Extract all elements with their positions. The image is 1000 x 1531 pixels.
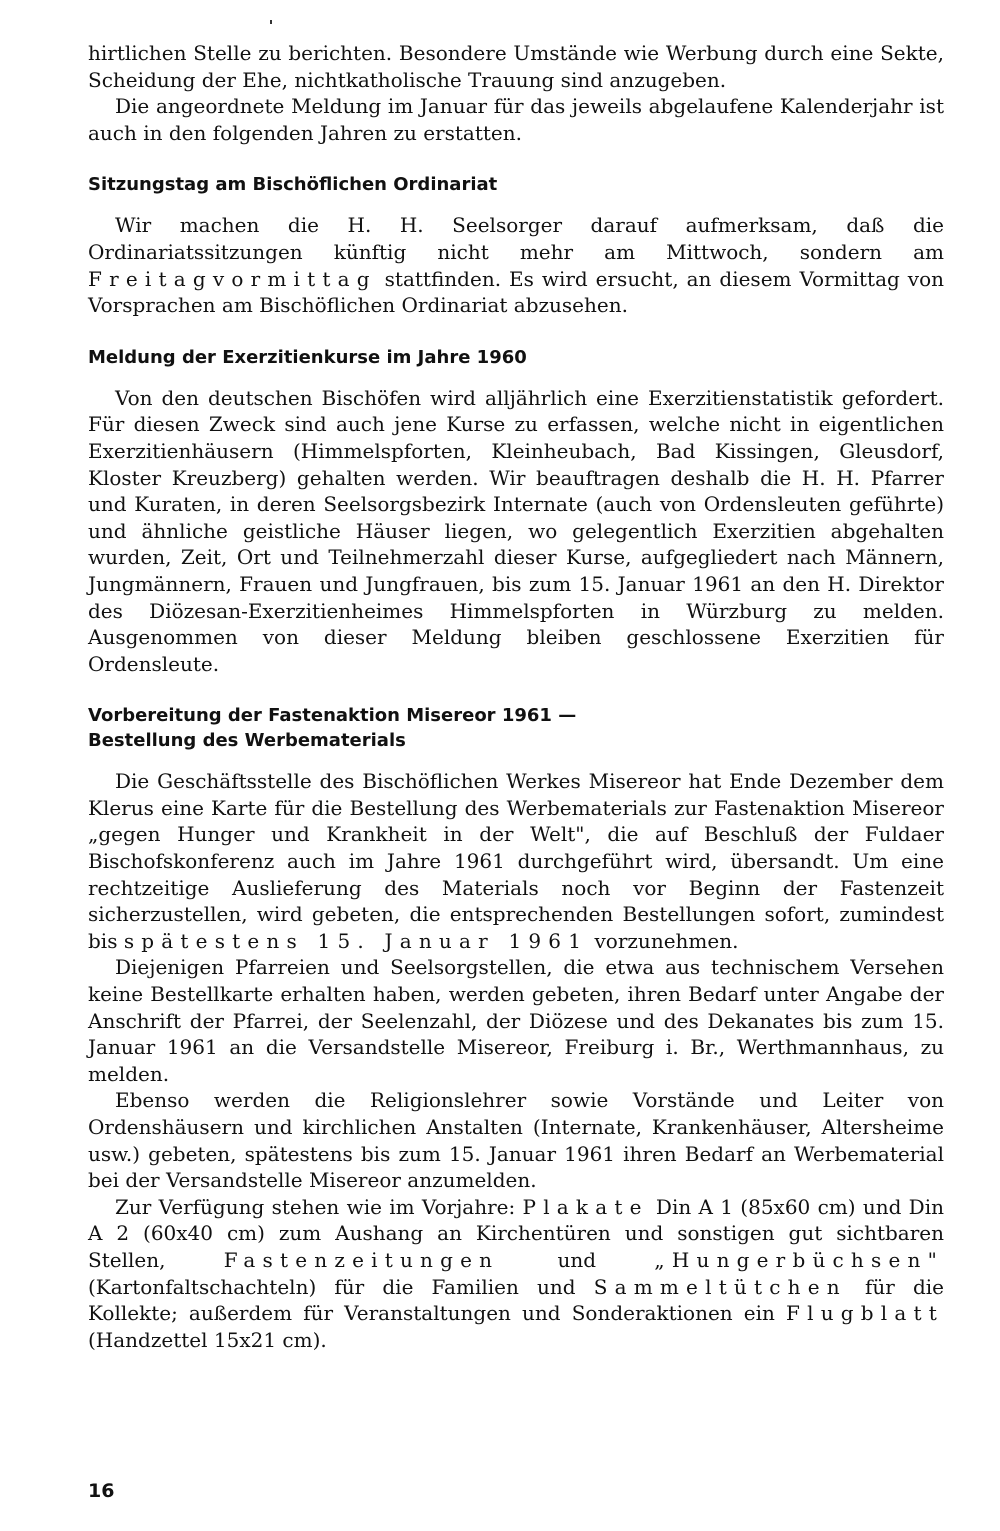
exerzitien-paragraph: Von den deutschen Bischöfen wird alljährlich eine Exerzitienstatistik gefordert. Für diesen Zweck sind auch jene Kurse zu erfassen, welche nicht in eigentlichen Exerzitienhäusern (Himmelspforten, Kleinheubach, Bad Kissingen, Gleusdorf, Kloster Kreuzberg) gehalten werden. Wir beauftragen deshalb die H. H. Pfarrer und Kuraten, in deren Seelsorgsbezirk Internate (auch von Ordensleuten geführte) und ähnliche geistliche Häuser liegen, wo gelegentlich Exerzitien abgehalten wurden, Zeit, Ort und Teilnehmerzahl dieser Kurse, aufgegliedert nach Männern, Jungmännern, Frauen und Jungfrauen, bis zum 15. Januar 1961 an den H. Direktor des Diözesan-Exerzitienheimes Himmelspforten in Würzburg zu melden. Ausgenommen von dieser Meldung bleiben geschlossene Exerzitien für Ordensleute. (88, 385, 944, 676)
page-number: 16 (88, 1480, 115, 1502)
misereor-p1-text-b: vorzunehmen. (588, 928, 739, 953)
document-page (88, 40, 944, 1379)
misereor-p4-spaced-flugblatt: Flugblatt (786, 1301, 944, 1326)
sitzung-text-a: Wir machen die H. H. Seelsorger darauf aufmerksam, daß die Ordinariatssitzungen künftig nicht mehr am Mittwoch, sondern am (88, 213, 944, 264)
misereor-paragraph-4 (88, 1194, 944, 1354)
sitzung-heading: Sitzungstag am Bischöflichen Ordinariat (88, 174, 498, 196)
misereor-p4-text-c: und (499, 1247, 655, 1272)
misereor-p4-text-f: (Handzettel 15x21 cm). (88, 1327, 327, 1352)
scan-speck (270, 20, 272, 24)
misereor-p4-spaced-sammeltuetchen: Sammeltütchen (593, 1274, 847, 1299)
misereor-paragraph-2: Diejenigen Pfarreien und Seelsorgstellen, die etwa aus technischem Versehen keine Bestellkarte erhalten haben, werden gebeten, ihren Bedarf unter Angabe der Anschrift der Pfarrei, der Seelenzahl, der Diözese und des Dekanates bis zum 15. Januar 1961 an die Versandstelle Misereor, Freiburg i. Br., Werthmannhaus, zu melden. (88, 955, 944, 1086)
misereor-p1-text-a: Die Geschäftsstelle des Bischöflichen Werkes Misereor hat Ende Dezember dem Klerus eine Karte für die Bestellung des Werbematerials zur Fastenaktion Misereor „gegen Hunger und Krankheit in der Welt", die auf Beschluß der Fuldaer Bischofskonferenz auch im Jahre 1961 durchgeführt wird, übersandt. Um eine rechtzeitige Auslieferung des Materials noch vor Beginn der Fastenzeit sicherzustellen, wird gebeten, die entsprechenden Bestellungen sofort, zumindest bis (88, 769, 944, 953)
sitzung-text-b: stattfinden. Es wird ersucht, an diesem Vormittag von Vorsprachen am Bischöflichen Ordinariat abzusehen. (88, 266, 944, 318)
misereor-p4-spaced-plakate: Plakate (522, 1194, 649, 1219)
misereor-paragraph-1 (88, 768, 944, 954)
exerzitien-heading: Meldung der Exerzitienkurse im Jahre 1960 (88, 346, 527, 368)
misereor-paragraph-3: Ebenso werden die Religionslehrer sowie Vorstände und Leiter von Ordenshäusern und kirchlichen Anstalten (Internate, Krankenhäuser, Altersheime usw.) gebeten, spätestens bis zum 15. Januar 1961 ihren Bedarf an Werbematerial bei der Versandstelle Misereor anzumelden. (88, 1088, 944, 1193)
misereor-p4-text-a: Zur Verfügung stehen wie im Vorjahre: (115, 1194, 523, 1219)
exerzitien-section (88, 345, 944, 678)
misereor-heading-line-2: Bestellung des Werbematerials (88, 730, 406, 752)
misereor-p1-spaced-deadline: spätestens 15. Januar 1961 (123, 928, 589, 953)
sitzung-spaced-day: Freitagvormittag (88, 266, 377, 291)
misereor-heading-line-1: Vorbereitung der Fastenaktion Misereor 1961 — (88, 705, 577, 727)
sitzung-section (88, 172, 944, 318)
misereor-heading (88, 703, 944, 753)
misereor-p4-text-b: Din A 1 (85x60 cm) und Din A 2 (60x40 cm) zum Aushang an Kirchentüren und sonstigen gut sichtbaren Stellen, (88, 1194, 944, 1272)
misereor-p4-spaced-fastenzeitungen: Fastenzeitungen (223, 1247, 500, 1272)
sitzung-paragraph (88, 212, 944, 318)
misereor-section (88, 703, 944, 1353)
misereor-p4-text-d: (Kartonfaltschachteln) für die Familien und (88, 1274, 594, 1299)
misereor-p4-text-e: für die Kollekte; außerdem für Veranstaltungen und Sonderaktionen ein (88, 1274, 945, 1326)
intro-paragraph-2: Die angeordnete Meldung im Januar für das jeweils abgelaufene Kalenderjahr ist auch in den folgenden Jahren zu erstatten. (88, 94, 944, 145)
misereor-p4-spaced-hungerbuechsen: „Hungerbüchsen" (654, 1247, 944, 1272)
intro-section (88, 40, 944, 146)
intro-paragraph-1: hirtlichen Stelle zu berichten. Besondere Umstände wie Werbung durch eine Sekte, Scheidung der Ehe, nichtkatholische Trauung sind anzugeben. (88, 41, 944, 92)
